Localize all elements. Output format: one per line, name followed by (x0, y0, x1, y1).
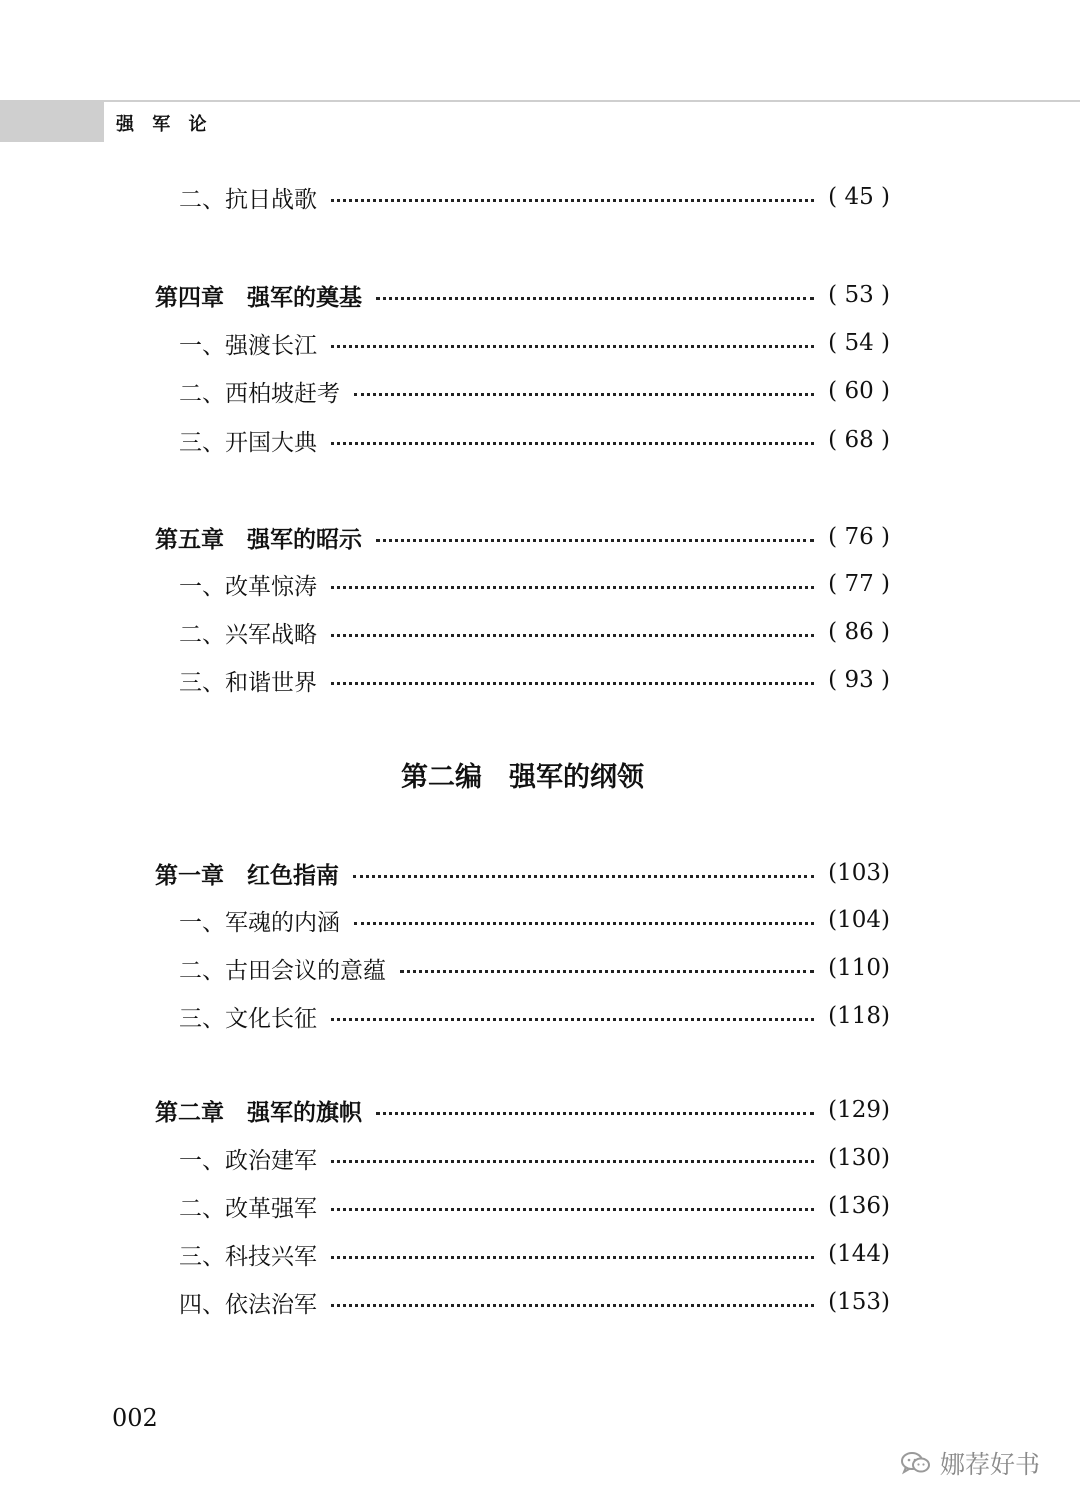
toc-chapter-label: 第一章 红色指南 (155, 862, 339, 889)
dot-leader (331, 679, 814, 685)
toc-chapter-label: 第二章 强军的旗帜 (155, 1099, 362, 1126)
toc-entry-label: 一、政治建军 (179, 1147, 317, 1174)
toc-entry[interactable] (155, 1186, 890, 1226)
toc-entry[interactable] (155, 948, 890, 988)
dot-leader (331, 1157, 814, 1163)
dot-leader (331, 631, 814, 637)
toc-chapter-page: (129) (828, 1097, 890, 1123)
toc-entry-page: ( 45 ) (828, 184, 890, 210)
toc-entry[interactable] (155, 900, 890, 940)
toc-entry-page: (136) (828, 1193, 890, 1219)
toc-chapter-page: ( 53 ) (828, 282, 890, 308)
wechat-icon (900, 1450, 932, 1476)
toc-chapter[interactable] (155, 1090, 890, 1130)
toc-entry-label: 三、科技兴军 (179, 1243, 317, 1270)
toc-entry-label: 一、军魂的内涵 (179, 909, 340, 936)
dot-leader (354, 390, 814, 396)
toc-entry-label: 三、和谐世界 (179, 669, 317, 696)
toc-entry-label: 三、开国大典 (179, 429, 317, 456)
watermark-text: 娜荐好书 (940, 1450, 1041, 1479)
toc-entry[interactable] (155, 564, 890, 604)
toc-entry[interactable] (155, 612, 890, 652)
toc-entry[interactable] (155, 420, 890, 460)
dot-leader (400, 967, 814, 973)
toc-entry-page: (110) (828, 955, 890, 981)
toc-chapter-page: (103) (828, 860, 890, 886)
dot-leader (331, 1301, 814, 1307)
toc-entry-label: 一、改革惊涛 (179, 573, 317, 600)
toc-entry-label: 四、依法治军 (179, 1291, 317, 1318)
dot-leader (354, 919, 814, 925)
header-rule (104, 100, 1080, 102)
toc-entry-label: 二、抗日战歌 (179, 186, 317, 213)
toc-entry-page: ( 93 ) (828, 667, 890, 693)
header-band (0, 100, 104, 142)
toc-entry[interactable] (155, 1234, 890, 1274)
toc-entry-label: 一、强渡长江 (179, 332, 317, 359)
toc-entry-page: (144) (828, 1241, 890, 1267)
dot-leader (376, 1109, 814, 1115)
toc-entry[interactable] (155, 177, 890, 217)
toc-chapter-label: 第四章 强军的奠基 (155, 284, 362, 311)
toc-entry-page: ( 68 ) (828, 427, 890, 453)
toc-entry[interactable] (155, 1138, 890, 1178)
toc-entry-page: (153) (828, 1289, 890, 1315)
toc-entry-page: ( 54 ) (828, 330, 890, 356)
toc-entry-label: 二、改革强军 (179, 1195, 317, 1222)
dot-leader (331, 342, 814, 348)
toc-entry-page: (118) (828, 1003, 890, 1029)
dot-leader (331, 583, 814, 589)
dot-leader (331, 196, 814, 202)
toc-entry[interactable] (155, 1282, 890, 1322)
toc-chapter-label: 第五章 强军的昭示 (155, 526, 362, 553)
toc-entry-label: 二、西柏坡赶考 (179, 380, 340, 407)
toc-entry[interactable] (155, 371, 890, 411)
toc-entry[interactable] (155, 323, 890, 363)
dot-leader (331, 1015, 814, 1021)
toc-entry-page: (104) (828, 907, 890, 933)
toc-entry[interactable] (155, 660, 890, 700)
dot-leader (353, 872, 814, 878)
toc-entry-page: ( 77 ) (828, 571, 890, 597)
toc-chapter[interactable] (155, 517, 890, 557)
part-title: 第二编 强军的纲领 (401, 762, 644, 793)
dot-leader (331, 439, 814, 445)
toc-entry-label: 二、古田会议的意蕴 (179, 957, 386, 984)
running-title: 强 军 论 (116, 114, 213, 135)
toc-entry-page: ( 86 ) (828, 619, 890, 645)
dot-leader (331, 1253, 814, 1259)
page-number: 002 (112, 1404, 158, 1432)
toc-entry-label: 二、兴军战略 (179, 621, 317, 648)
toc-chapter[interactable] (155, 275, 890, 315)
dot-leader (376, 294, 814, 300)
toc-chapter[interactable] (155, 853, 890, 893)
dot-leader (376, 536, 814, 542)
toc-chapter-page: ( 76 ) (828, 524, 890, 550)
toc-entry[interactable] (155, 996, 890, 1036)
toc-entry-label: 三、文化长征 (179, 1005, 317, 1032)
toc-entry-page: (130) (828, 1145, 890, 1171)
watermark (900, 1445, 1040, 1481)
toc-entry-page: ( 60 ) (828, 378, 890, 404)
dot-leader (331, 1205, 814, 1211)
